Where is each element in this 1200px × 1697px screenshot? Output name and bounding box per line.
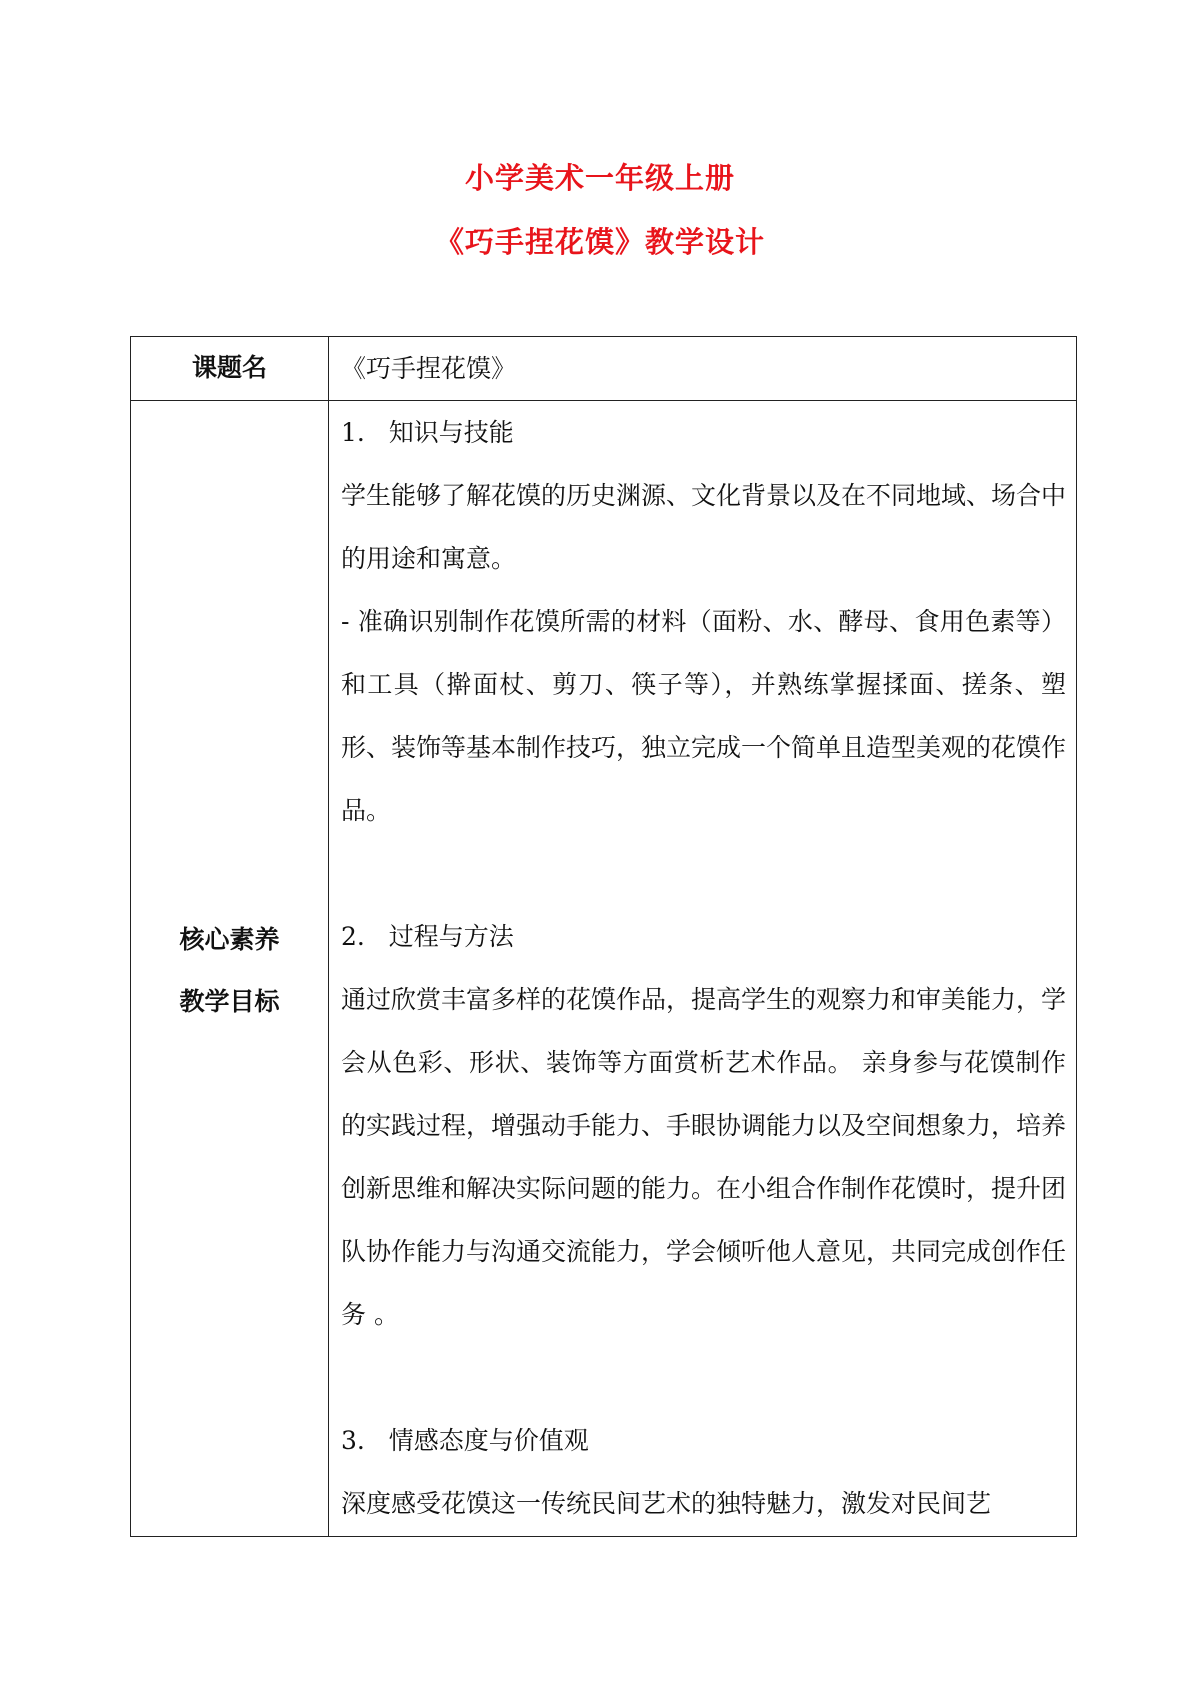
section-paragraph: 通过欣赏丰富多样的花馍作品，提高学生的观察力和审美能力，学会从色彩、形状、装饰等方面赏析艺术作品。 亲身参与花馍制作的实践过程，增强动手能力、手眼协调能力以及空间想象力，培养创新思维和解决实际问题的能力。在小组合作制作花馍时，提升团队协作能力与沟通交流能力，学会倾听他人意见，共同完成创作任务 。 <box>341 985 1066 1329</box>
section-paragraph: - 准确识别制作花馍所需的材料（面粉、水、酵母、食用色素等）和工具（擀面杖、剪刀、筷子等），并熟练掌握揉面、搓条、塑形、装饰等基本制作技巧，独立完成一个简单且造型美观的花馍作品。 <box>341 607 1066 825</box>
lesson-plan-table <box>130 336 1077 1537</box>
section-heading-attitude: 3. 情感态度与价值观 <box>341 1426 589 1455</box>
course-name-label: 课题名 <box>191 353 267 382</box>
document-subtitle: 《巧手捏花馍》教学设计 <box>434 225 765 259</box>
section-heading-process: 2. 过程与方法 <box>341 922 514 951</box>
course-name-value: 《巧手捏花馍》 <box>341 354 517 383</box>
goals-content <box>341 401 1066 1535</box>
spacer <box>341 842 1066 905</box>
section-paragraph: 深度感受花馍这一传统民间艺术的独特魅力，激发对民间艺 <box>341 1489 992 1518</box>
section-paragraph: 学生能够了解花馍的历史渊源、文化背景以及在不同地域、场合中的用途和寓意。 <box>341 481 1066 573</box>
document-title: 小学美术一年级上册 <box>464 161 735 195</box>
goals-label <box>131 909 328 1033</box>
goals-label-line1: 核心素养 <box>179 925 280 954</box>
section-heading-knowledge: 1. 知识与技能 <box>341 418 514 447</box>
column-divider <box>328 337 329 1536</box>
spacer <box>341 1346 1066 1409</box>
goals-label-line2: 教学目标 <box>179 987 280 1016</box>
